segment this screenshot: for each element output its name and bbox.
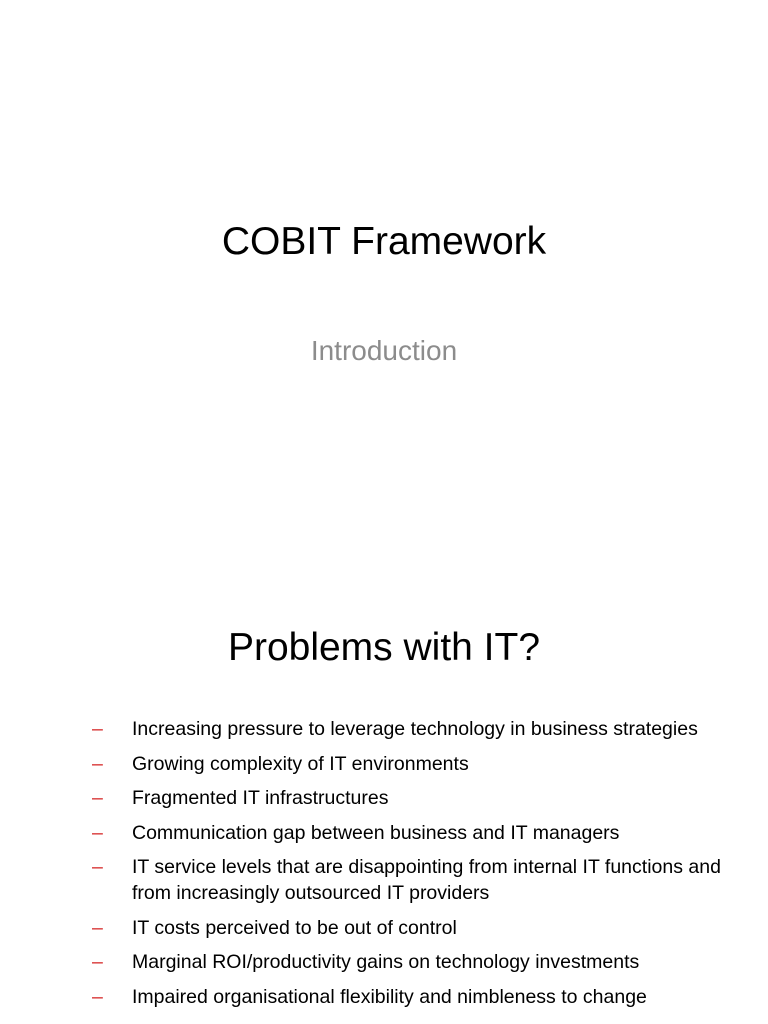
dash-bullet-icon: – — [92, 856, 103, 878]
dash-bullet-icon: – — [92, 752, 103, 775]
list-item-text: Communication gap between business and IT managers — [132, 821, 620, 844]
list-item — [92, 716, 742, 742]
slide-title-heading: COBIT Framework — [221, 220, 547, 263]
list-item-text: Fragmented IT infrastructures — [132, 787, 389, 809]
dash-bullet-icon: – — [92, 985, 103, 1008]
dash-bullet-icon: – — [92, 718, 103, 740]
dash-bullet-icon: – — [92, 821, 103, 844]
list-item — [92, 785, 742, 811]
list-item — [92, 915, 742, 941]
list-item — [92, 949, 742, 975]
list-item-text: Increasing pressure to leverage technology in business strategies — [132, 718, 698, 740]
list-item-text: IT costs perceived to be out of control — [132, 916, 457, 939]
problems-bullet-list — [92, 716, 742, 1018]
list-item — [92, 984, 742, 1010]
slide-problems — [0, 576, 768, 1024]
dash-bullet-icon: – — [92, 787, 103, 809]
dash-bullet-icon: – — [92, 916, 103, 939]
list-item-text: IT service levels that are disappointing from internal IT functions and from increasingly outsourced IT providers — [132, 856, 721, 904]
list-item — [92, 820, 742, 846]
list-item — [92, 751, 742, 777]
list-item — [92, 854, 742, 906]
list-item-text: Growing complexity of IT environments — [132, 752, 469, 775]
dash-bullet-icon: – — [92, 951, 103, 973]
list-item-text: Impaired organisational flexibility and nimbleness to change — [132, 985, 647, 1008]
list-item-text: Marginal ROI/productivity gains on technology investments — [132, 951, 640, 973]
slide-subtitle: Introduction — [310, 335, 458, 366]
slide-problems-heading: Problems with IT? — [227, 626, 541, 669]
